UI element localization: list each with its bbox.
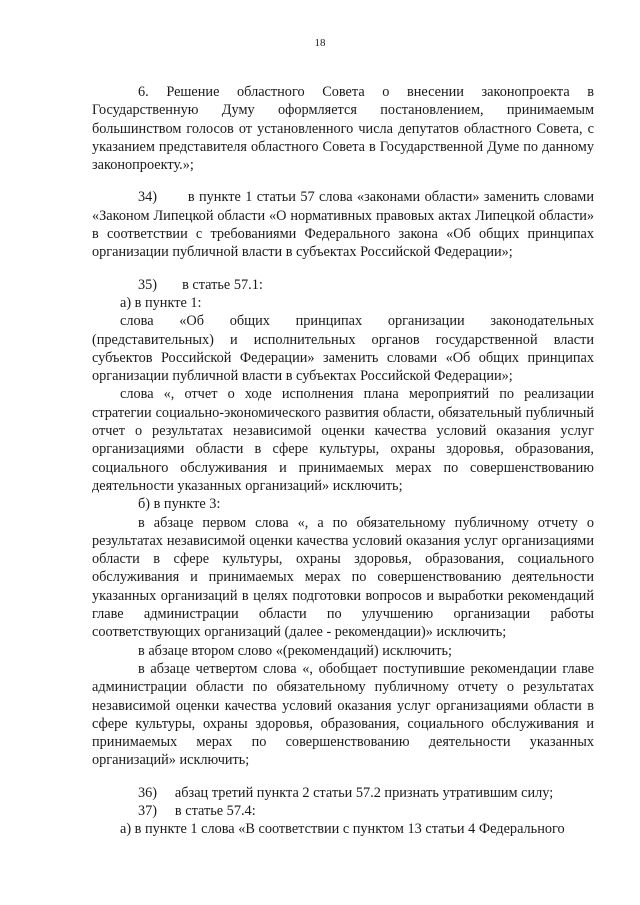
paragraph-clause-6: 6. Решение областного Совета о внесении законопроекта в Государственную Думу оформляется постановлением, принимаемым большинством голосов от установленного числа депутатов областного Совета, с указанием представителя областного Совета в Государственной Думе по данному законопроекту.»; — [92, 84, 594, 174]
paragraph-item-35: 35) в статье 57.1: — [138, 276, 263, 293]
paragraph-item-37: 37) в статье 57.4: — [138, 802, 256, 819]
page-number: 18 — [314, 37, 326, 49]
paragraph-item-36: 36) абзац третий пункта 2 статьи 57.2 признать утратившим силу; — [138, 784, 554, 801]
document-body — [92, 83, 594, 839]
paragraph-first-abzac: в абзаце первом слова «, а по обязательному публичному отчету о результатах независимой оценки качества условий оказания услуг организациями области в сфере культуры, охраны здоровья, образования, социального обслуживания и принимаемых мерах по совершенствованию деятельности указанных организаций в целях подготовки вопросов и выработки рекомендаций главе администрации области по улучшению организации работы соответствующих организаций (далее - рекомендации)» исключить; — [92, 514, 594, 641]
paragraph-words-exclude: слова «, отчет о ходе исполнения плана мероприятий по реализации стратегии социально-экономического развития области, обязательный публичный отчет о результатах независимой оценки качества условий оказания услуг организациями области в сфере культуры, охраны здоровья, образования, социального обслуживания и принимаемых мерах по совершенствованию деятельности указанных организаций» исключить; — [92, 386, 594, 494]
paragraph-subitem-b: б) в пункте 3: — [138, 496, 221, 513]
paragraph-words-replace: слова «Об общих принципах организации законодательных (представительных) и исполнительных органов государственной власти субъектов Российской Федерации» заменить словами «Об общих принципах организации публичной власти в субъектах Российской Федерации»; — [92, 313, 594, 385]
paragraph-fourth-abzac: в абзаце четвертом слова «, обобщает поступившие рекомендации главе администрации области по обязательному публичному отчету о результатах независимой оценки качества условий оказания услуг организациями области в сфере культуры, охраны здоровья, образования, социального обслуживания и принимаемых мерах по совершенствованию деятельности указанных организаций» исключить; — [92, 660, 594, 769]
paragraph-second-abzac: в абзаце втором слово «(рекомендаций) исключить; — [138, 642, 453, 659]
paragraph-subitem-a-57-4: а) в пункте 1 слова «В соответствии с пунктом 13 статьи 4 Федерального — [120, 821, 565, 838]
paragraph-subitem-a: а) в пункте 1: — [120, 294, 202, 311]
paragraph-item-34: 34) в пункте 1 статьи 57 слова «законами области» заменить словами «Законом Липецкой области «О нормативных правовых актах Липецкой области» в соответствии с требованиями Федерального закона «Об общих принципах организации публичной власти в субъектах Российской Федерации»; — [92, 189, 594, 261]
